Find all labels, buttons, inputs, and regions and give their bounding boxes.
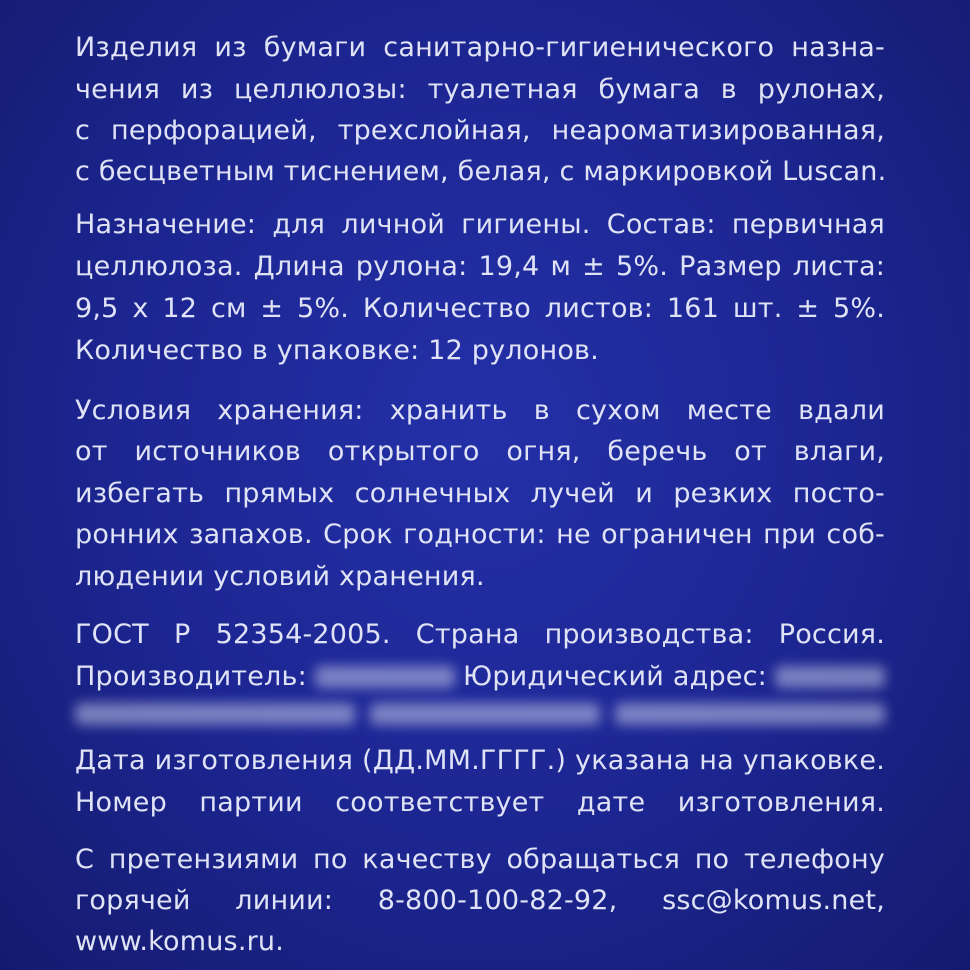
redacted-text [370, 703, 600, 725]
redacted-address-line [75, 703, 885, 725]
text-line: избегать прямых солнечных лучей и резких посто- [75, 478, 885, 509]
redacted-address [775, 666, 885, 688]
text-line: Номер партии соответствует дате изготовления. [75, 787, 885, 818]
text-line: с бесцветным тиснением, белая, с маркировкой Luscan. [75, 156, 887, 187]
legal-address-label: Юридический адрес: [462, 661, 767, 692]
text-line: ГОСТ Р 52354-2005. Страна производства: Россия. [75, 619, 885, 650]
text-line: ронних запахов. Срок годности: не ограничен при соб- [75, 519, 885, 550]
text-line: Назначение: для личной гигиены. Состав: первичная [75, 209, 885, 240]
text-line: людении условий хранения. [75, 561, 485, 592]
text-line: чения из целлюлозы: туалетная бумага в рулонах, [75, 74, 885, 105]
redacted-text [75, 703, 355, 725]
text-line: от источников открытого огня, беречь от влаги, [75, 436, 885, 467]
redacted-text [615, 703, 885, 725]
manufacturer-line [75, 661, 885, 693]
redacted-manufacturer [315, 666, 455, 688]
text-line: с перфорацией, трехслойная, неароматизированная, [75, 115, 885, 146]
text-line: С претензиями по качеству обращаться по телефону [75, 844, 885, 875]
text-line: Условия хранения: хранить в сухом месте вдали [75, 395, 885, 426]
text-line: 9,5 х 12 см ± 5%. Количество листов: 161 шт. ± 5%. [75, 293, 885, 324]
text-line: Изделия из бумаги санитарно-гигиенического назна- [75, 32, 885, 63]
text-line: Количество в упаковке: 12 рулонов. [75, 335, 599, 366]
text-line: целлюлоза. Длина рулона: 19,4 м ± 5%. Размер листа: [75, 251, 885, 282]
text-line: Дата изготовления (ДД.ММ.ГГГГ.) указана на упаковке. [75, 745, 885, 776]
text-line: горячей линии: 8-800-100-82-92, ssc@komus.net, [75, 885, 885, 916]
website-line: www.komus.ru. [75, 926, 285, 957]
manufacturer-label: Производитель: [75, 661, 307, 692]
